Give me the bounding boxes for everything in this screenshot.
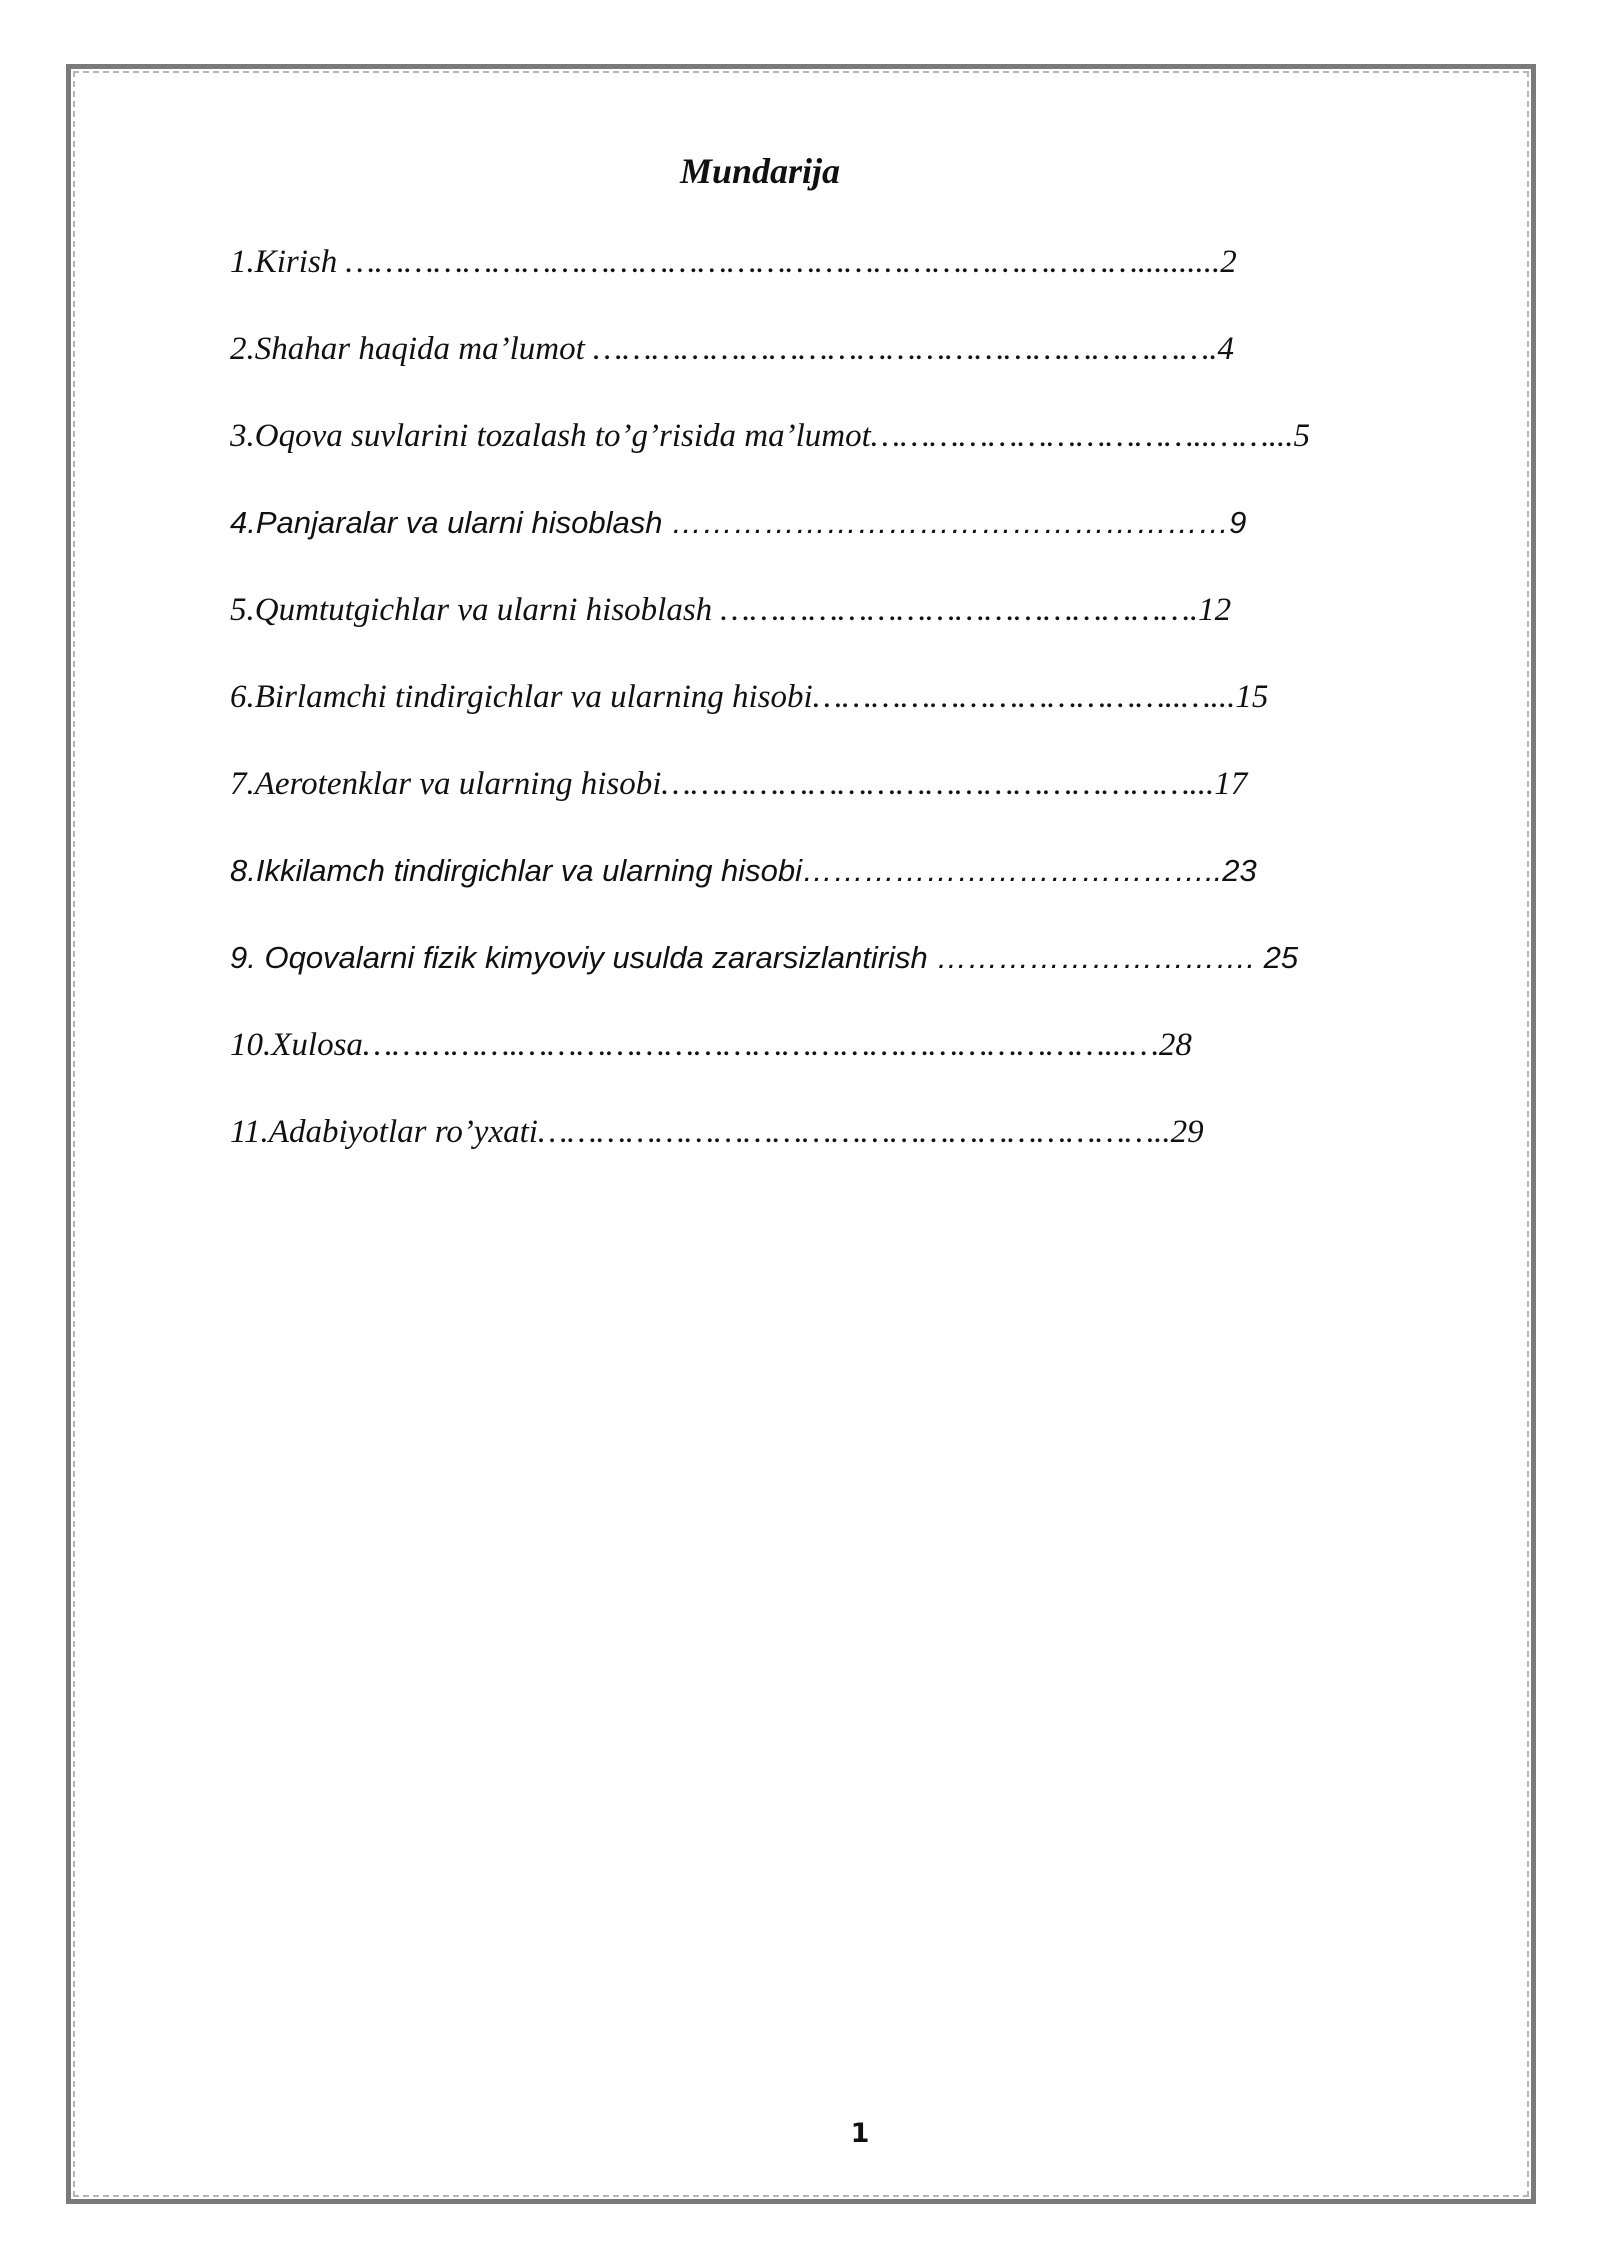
toc-entry-adabiyotlar: 11.Adabiyotlar ro’yxati………………………………………………………..29 <box>230 1114 1204 1150</box>
toc-entry-ikkilamch-tindirgichlar: 8.Ikkilamch tindirgichlar va ularning hisobi…………………………………..23 <box>230 853 1257 888</box>
toc-entry-birlamchi-tindirgichlar: 6.Birlamchi tindirgichlar va ularning hisobi………………………………..…...15 <box>230 679 1269 715</box>
toc-title: Mundarija <box>679 151 841 191</box>
table-of-contents <box>230 232 1450 1189</box>
toc-entry-zararsizlantirish: 9. Oqovalarni fizik kimyoviy usulda zararsizlantirish …………………………. 25 <box>230 940 1299 975</box>
page-number: 1 <box>850 2118 870 2149</box>
toc-entry-qumtutgichlar: 5.Qumtutgichlar va ularni hisoblash ………………………………………….12 <box>230 592 1232 628</box>
toc-entry-shahar: 2.Shahar haqida ma’lumot ……………………………………………………….4 <box>230 331 1234 367</box>
toc-entry-xulosa: 10.Xulosa…………….……………………………………………………...…28 <box>230 1027 1192 1063</box>
toc-entry-oqova-suvlari: 3.Oqova suvlarini tozalash to’g’risida ma’lumot……………………………..……...5 <box>230 418 1310 454</box>
toc-entry-aerotenklar: 7.Aerotenklar va ularning hisobi………………………………………………...17 <box>230 766 1248 802</box>
toc-entry-panjaralar: 4.Panjaralar va ularni hisoblash ………………………………………………9 <box>230 505 1247 540</box>
toc-entry-kirish: 1.Kirish ………………………………………………………………………..........2 <box>230 244 1237 280</box>
